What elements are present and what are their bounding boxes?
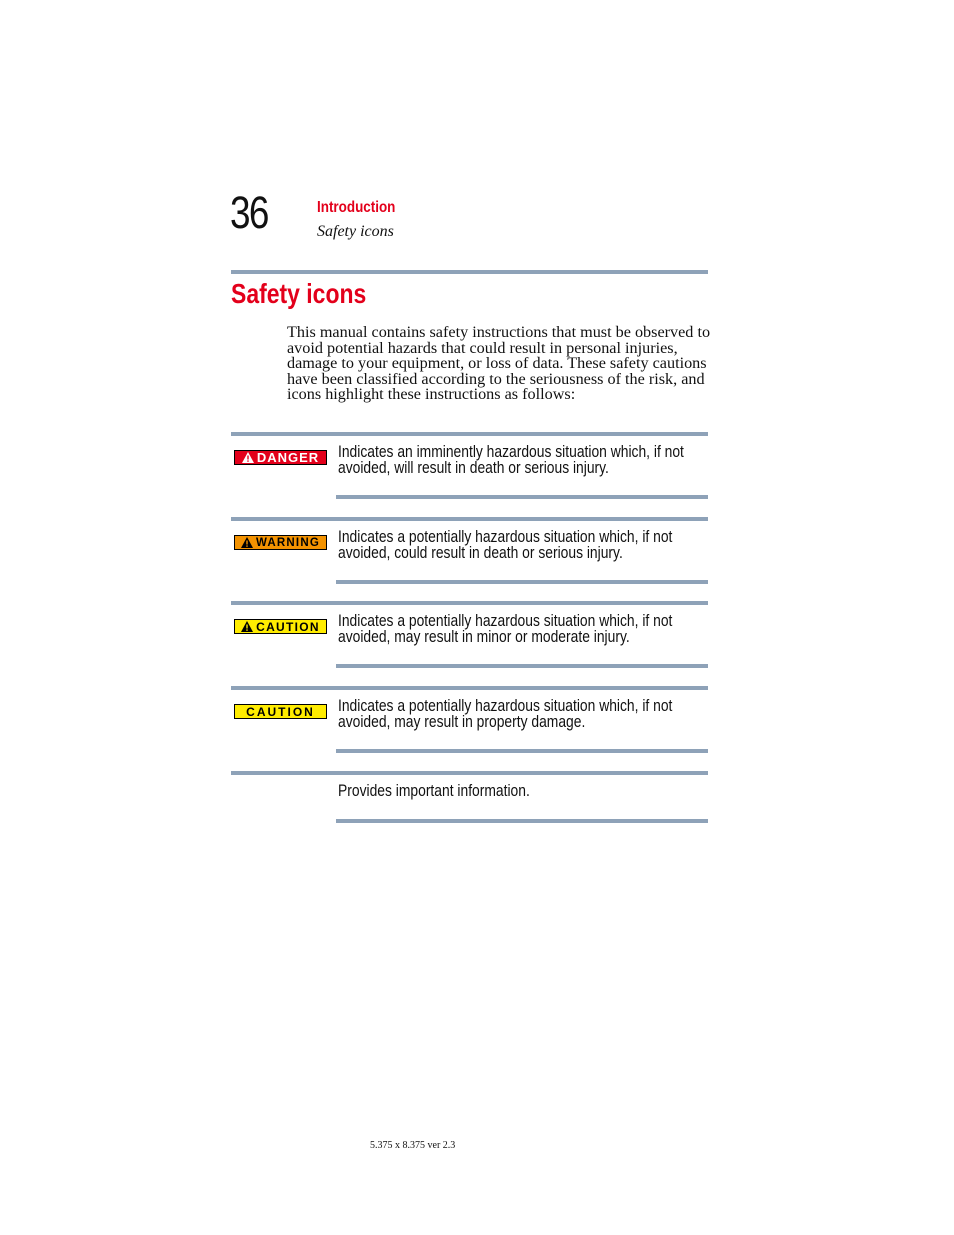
warning-triangle-icon xyxy=(242,452,254,463)
section-top-rule xyxy=(231,771,708,775)
page-heading: Safety icons xyxy=(231,278,367,309)
caution-property-description: Indicates a potentially hazardous situation which, if not avoided, may result in property damage. xyxy=(338,697,673,731)
note-description: Provides important information. xyxy=(338,782,530,800)
warning-label-text: WARNING xyxy=(256,536,320,549)
page-footer: 5.375 x 8.375 ver 2.3 xyxy=(370,1140,456,1151)
warning-triangle-icon xyxy=(241,621,253,632)
section-top-rule xyxy=(231,601,708,605)
warning-description: Indicates a potentially hazardous situation which, if not avoided, could result in death or serious injury. xyxy=(338,528,673,562)
intro-paragraph: This manual contains safety instructions that must be observed to avoid potential hazards that could result in personal injuries, damage to your equipment, or loss of data. These safety cautions have been classified according to the seriousness of the risk, and icons highlight these instructions as follows: xyxy=(287,323,711,404)
page-number: 36 xyxy=(230,187,268,238)
section-top-rule xyxy=(231,517,708,521)
section-top-rule xyxy=(231,432,708,436)
caution-label-text: CAUTION xyxy=(256,619,320,634)
section-bottom-rule xyxy=(336,580,708,584)
section-bottom-rule xyxy=(336,495,708,499)
section-bottom-rule xyxy=(336,819,708,823)
warning-triangle-icon xyxy=(241,537,253,548)
section-top-rule xyxy=(231,686,708,690)
section-title: Safety icons xyxy=(317,223,394,240)
danger-label xyxy=(234,450,327,465)
danger-description: Indicates an imminently hazardous situation which, if not avoided, will result in death or serious injury. xyxy=(338,443,684,477)
heading-rule xyxy=(231,270,708,274)
warning-label xyxy=(234,535,327,550)
caution-property-label xyxy=(234,704,327,719)
section-bottom-rule xyxy=(336,749,708,753)
caution-description: Indicates a potentially hazardous situation which, if not avoided, may result in minor or moderate injury. xyxy=(338,612,673,646)
caution-property-label-text: CAUTION xyxy=(246,704,315,719)
danger-label-text: DANGER xyxy=(256,450,320,465)
section-bottom-rule xyxy=(336,664,708,668)
chapter-title: Introduction xyxy=(317,199,396,216)
caution-label xyxy=(234,619,327,634)
